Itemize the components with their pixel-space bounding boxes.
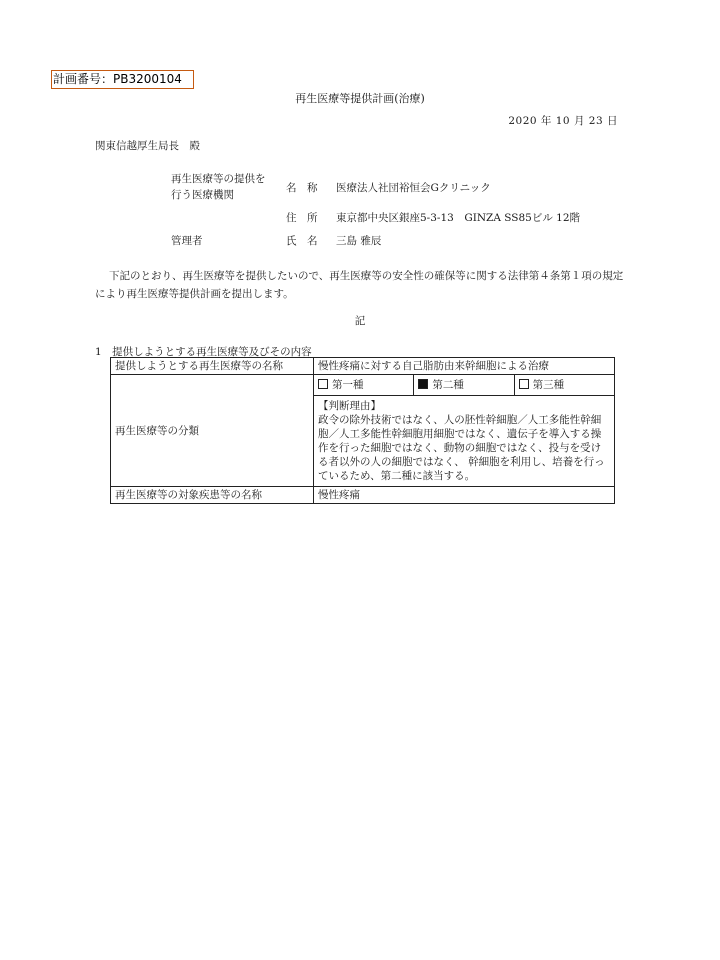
document-title: 再生医療等提供計画(治療): [295, 92, 425, 105]
document-date: 2020 年 10 月 23 日: [508, 115, 618, 127]
table-row: [111, 375, 615, 487]
plan-table: [110, 357, 615, 504]
ki-heading: 記: [354, 315, 366, 327]
classification-cell: [314, 375, 615, 487]
address-key: 住 所: [286, 212, 318, 224]
option-class-2[interactable]: [414, 375, 514, 395]
classification-options: [314, 375, 614, 395]
row-label-name: 提供しようとする再生医療等の名称: [111, 358, 314, 375]
option-label: 第三種: [532, 379, 565, 391]
row-value-disease: 慢性疼痛: [314, 487, 615, 504]
administrator-name-key: 氏 名: [286, 235, 318, 247]
judgment-reason: [314, 395, 614, 486]
administrator-label: 管理者: [171, 235, 203, 247]
row-value-name: 慢性疼痛に対する自己脂肪由来幹細胞による治療: [314, 358, 615, 375]
plan-number-box: 計画番号：PB3200104: [51, 70, 194, 89]
option-class-1[interactable]: [314, 375, 414, 395]
intro-paragraph: 下記のとおり、再生医療等を提供したいので、再生医療等の安全性の確保等に関する法律第４条第１項の規定により再生医療等提供計画を提出します。: [95, 270, 624, 300]
table-row: [111, 487, 615, 504]
administrator-name: 三島 雅辰: [336, 235, 382, 247]
option-label: 第二種: [432, 379, 464, 391]
row-label-classification: 再生医療等の分類: [111, 375, 314, 487]
institution-name: 医療法人社団裕恒会Gクリニック: [336, 182, 491, 194]
addressee: 関東信越厚生局長 殿: [95, 140, 200, 152]
provider-label-line1: 再生医療等の提供を: [171, 173, 266, 185]
option-label: 第一種: [332, 379, 364, 391]
reason-heading: 【判断理由】: [318, 400, 381, 412]
reason-text: 政令の除外技術ではなく、人の胚性幹細胞／人工多能性幹細胞／人工多能性幹細胞用細胞ではなく、遺伝子を導入する操作を行った細胞ではなく、動物の細胞ではなく、投与を受ける者以外の人の細胞ではなく、 幹細胞を利用し、培養を行っているため、第二種に該当する。: [318, 414, 605, 482]
option-class-3[interactable]: [515, 375, 614, 395]
table-row: [111, 358, 615, 375]
row-label-disease: 再生医療等の対象疾患等の名称: [111, 487, 314, 504]
institution-address: 東京都中央区銀座5-3-13 GINZA SS85ビル 12階: [336, 212, 581, 224]
provider-label-line2: 行う医療機関: [171, 189, 234, 201]
checkbox-checked-icon[interactable]: [418, 379, 428, 389]
name-key: 名 称: [286, 182, 318, 194]
checkbox-icon[interactable]: [318, 379, 328, 389]
checkbox-icon[interactable]: [519, 379, 529, 389]
provider-label: [171, 171, 281, 203]
section1-heading: 1 提供しようとする再生医療等及びその内容: [95, 346, 312, 358]
